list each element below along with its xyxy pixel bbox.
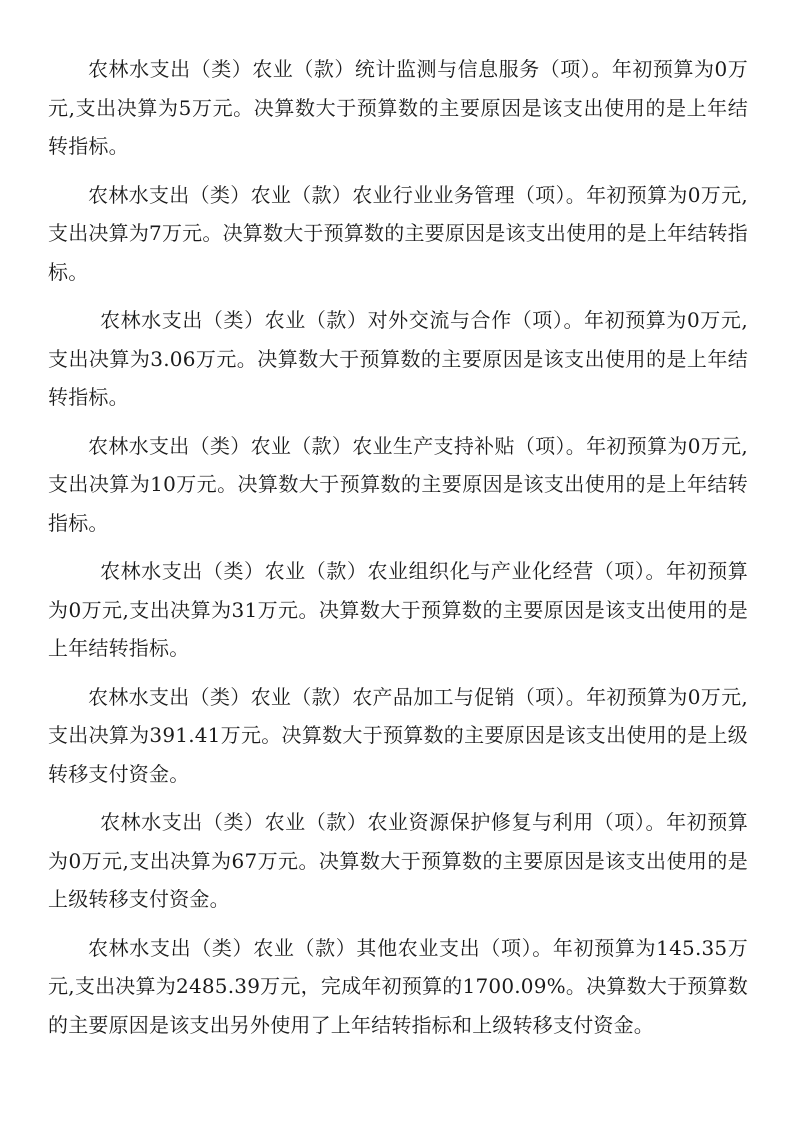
document-page — [48, 50, 748, 1054]
paragraph-foreign-exchange: 农林水支出（类）农业（款）对外交流与合作（项）。年初预算为0万元,支出决算为3.06万元。决算数大于预算数的主要原因是该支出使用的是上年结转指标。 — [48, 308, 748, 409]
paragraph-other-agriculture: 农林水支出（类）农业（款）其他农业支出（项）。年初预算为145.35万元,支出决算为2485.39万元，完成年初预算的1700.09%。决算数大于预算数的主要原因是该支出另外使用了上年结转指标和上级转移支付资金。 — [48, 935, 748, 1037]
paragraph-industrialization: 农林水支出（类）农业（款）农业组织化与产业化经营（项）。年初预算为0万元,支出决算为31万元。决算数大于预算数的主要原因是该支出使用的是上年结转指标。 — [48, 559, 748, 660]
paragraph-statistics-monitoring: 农林水支出（类）农业（款）统计监测与信息服务（项）。年初预算为0万元,支出决算为5万元。决算数大于预算数的主要原因是该支出使用的是上年结转指标。 — [48, 57, 748, 158]
paragraph-resource-protection: 农林水支出（类）农业（款）农业资源保护修复与利用（项）。年初预算为0万元,支出决算为67万元。决算数大于预算数的主要原因是该支出使用的是上级转移支付资金。 — [48, 810, 748, 911]
paragraph-production-subsidy: 农林水支出（类）农业（款）农业生产支持补贴（项）。年初预算为0万元,支出决算为10万元。决算数大于预算数的主要原因是该支出使用的是上年结转指标。 — [48, 433, 748, 535]
paragraph-processing-promotion: 农林水支出（类）农业（款）农产品加工与促销（项）。年初预算为0万元,支出决算为391.41万元。决算数大于预算数的主要原因是该支出使用的是上级转移支付资金。 — [48, 684, 748, 786]
paragraph-industry-management: 农林水支出（类）农业（款）农业行业业务管理（项）。年初预算为0万元,支出决算为7万元。决算数大于预算数的主要原因是该支出使用的是上年结转指标。 — [48, 182, 748, 284]
